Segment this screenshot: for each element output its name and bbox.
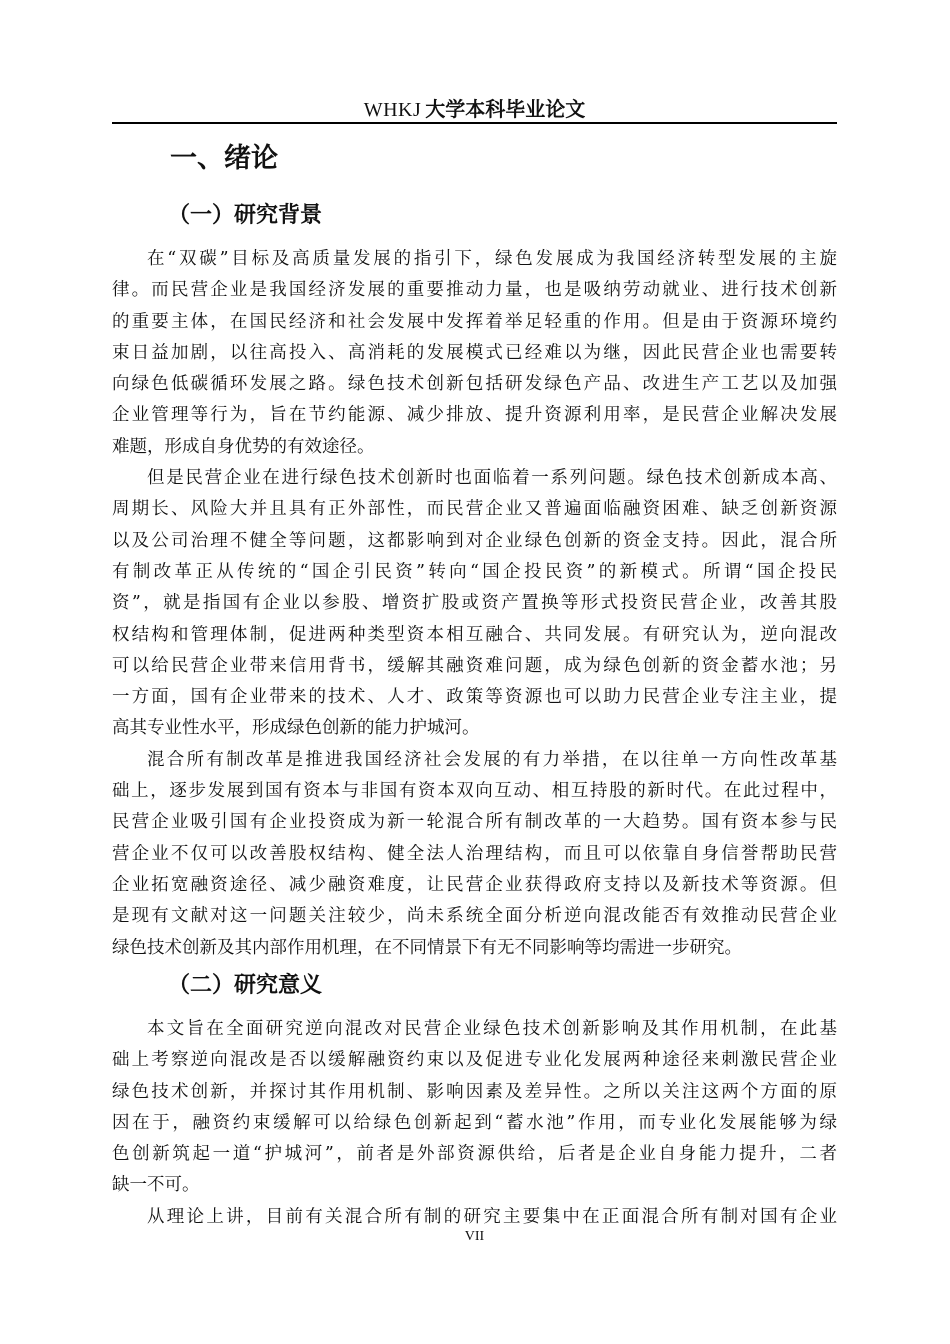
section-title-significance: （二）研究意义 bbox=[168, 973, 323, 998]
paragraph-line: 律。而民营企业是我国经济发展的重要推动力量，也是吸纳劳动就业、进行技术创新 bbox=[112, 280, 837, 301]
paragraph-line: 资”，就是指国有企业以参股、增资扩股或资产置换等形式投资民营企业，改善其股 bbox=[112, 593, 837, 614]
section-title-background: （一）研究背景 bbox=[168, 203, 323, 228]
chapter-title: 一、绪论 bbox=[170, 143, 278, 174]
paragraph-line: 缺一不可。 bbox=[112, 1175, 200, 1196]
paragraph-line: 企业管理等行为，旨在节约能源、减少排放、提升资源利用率，是民营企业解决发展 bbox=[112, 405, 837, 426]
paragraph-line: 础上，逐步发展到国有资本与非国有资本双向互动、相互持股的新时代。在此过程中， bbox=[112, 781, 837, 802]
page-header bbox=[112, 96, 837, 122]
header-title: 大学本科毕业论文 bbox=[425, 97, 586, 121]
paragraph-line: 向绿色低碳循环发展之路。绿色技术创新包括研发绿色产品、改进生产工艺以及加强 bbox=[112, 374, 837, 395]
page-number: VII bbox=[464, 1229, 485, 1244]
paragraph-line: 因在于，融资约束缓解可以给绿色创新起到“蓄水池”作用，而专业化发展能够为绿 bbox=[112, 1112, 837, 1133]
paragraph-line: 企业拓宽融资途径、减少融资难度，让民营企业获得政府支持以及新技术等资源。但 bbox=[112, 874, 837, 895]
paragraph-line: 有制改革正从传统的“国企引民资”转向“国企投民资”的新模式。所谓“国企投民 bbox=[112, 561, 837, 582]
paragraph-line: 绿色技术创新，并探讨其作用机制、影响因素及差异性。之所以关注这两个方面的原 bbox=[112, 1081, 837, 1102]
section-significance-body bbox=[112, 1014, 837, 1233]
paragraph-line: 从理论上讲，目前有关混合所有制的研究主要集中在正面混合所有制对国有企业 bbox=[147, 1206, 837, 1227]
paragraph-line: 以及公司治理不健全等问题，这都影响到对企业绿色创新的资金支持。因此，混合所 bbox=[112, 530, 837, 551]
paragraph-line: 在“双碳”目标及高质量发展的指引下，绿色发展成为我国经济转型发展的主旋 bbox=[147, 249, 837, 269]
paragraph-line: 的重要主体，在国民经济和社会发展中发挥着举足轻重的作用。但是由于资源环境约 bbox=[112, 311, 837, 332]
section-background-body bbox=[112, 244, 837, 964]
paragraph-line: 权结构和管理体制，促进两种类型资本相互融合、共同发展。有研究认为，逆向混改 bbox=[112, 624, 837, 645]
paragraph-line: 混合所有制改革是推进我国经济社会发展的有力举措，在以往单一方向性改革基 bbox=[147, 749, 837, 770]
paragraph-line: 可以给民营企业带来信用背书，缓解其融资难问题，成为绿色创新的资金蓄水池；另 bbox=[112, 655, 837, 676]
paragraph-line: 本文旨在全面研究逆向混改对民营企业绿色技术创新影响及其作用机制，在此基 bbox=[147, 1019, 837, 1039]
paragraph-line: 础上考察逆向混改是否以缓解融资约束以及促进专业化发展两种途径来刺激民营企业 bbox=[112, 1050, 837, 1071]
paragraph-line: 高其专业性水平，形成绿色创新的能力护城河。 bbox=[112, 718, 480, 739]
paragraph-line: 营企业不仅可以改善股权结构、健全法人治理结构，而且可以依靠自身信誉帮助民营 bbox=[112, 843, 837, 864]
header-rule bbox=[112, 122, 837, 124]
paragraph-line: 难题，形成自身优势的有效途径。 bbox=[112, 436, 375, 457]
paragraph-line: 但是民营企业在进行绿色技术创新时也面临着一系列问题。绿色技术创新成本高、 bbox=[147, 468, 837, 489]
paragraph-line: 色创新筑起一道“护城河”，前者是外部资源供给，后者是企业自身能力提升，二者 bbox=[112, 1144, 837, 1165]
paragraph-line: 民营企业吸引国有企业投资成为新一轮混合所有制改革的一大趋势。国有资本参与民 bbox=[112, 812, 837, 833]
header-latin: WHKJ bbox=[363, 99, 422, 121]
paragraph-line: 周期长、风险大并且具有正外部性，而民营企业又普遍面临融资困难、缺乏创新资源 bbox=[112, 499, 837, 520]
paragraph-line: 束日益加剧，以往高投入、高消耗的发展模式已经难以为继，因此民营企业也需要转 bbox=[112, 342, 837, 363]
paragraph-line: 是现有文献对这一问题关注较少，尚未系统全面分析逆向混改能否有效推动民营企业 bbox=[112, 906, 837, 927]
paragraph-line: 绿色技术创新及其内部作用机理，在不同情景下有无不同影响等均需进一步研究。 bbox=[112, 937, 742, 958]
paragraph-line: 一方面，国有企业带来的技术、人才、政策等资源也可以助力民营企业专注主业，提 bbox=[112, 687, 837, 708]
